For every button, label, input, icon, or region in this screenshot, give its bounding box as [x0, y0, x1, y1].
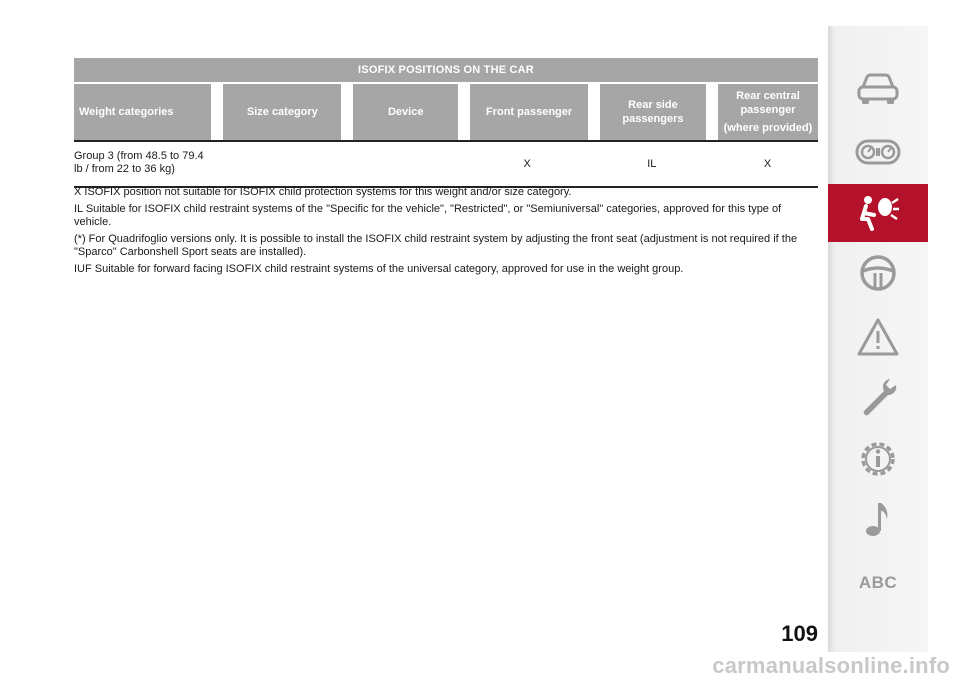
- gear-info-icon: [856, 437, 900, 481]
- car-icon: [855, 71, 901, 107]
- nav-item-technical-data[interactable]: [828, 430, 928, 488]
- table-banner: ISOFIX POSITIONS ON THE CAR: [74, 58, 818, 82]
- cell-rear-central: X: [763, 158, 772, 170]
- steering-wheel-icon: [858, 253, 898, 293]
- note-x: X ISOFIX position not suitable for ISOFIX child protection systems for this weight and/or size category.: [74, 186, 572, 198]
- safety-airbag-icon: [854, 193, 902, 233]
- header-device: Device: [353, 84, 458, 140]
- header-size-category: Size category: [223, 84, 341, 140]
- warning-icon: [856, 317, 900, 357]
- nav-item-emergency[interactable]: [828, 308, 928, 366]
- cell-rear-side: IL: [647, 158, 657, 170]
- music-note-icon: [863, 499, 893, 539]
- note-iuf: IUF Suitable for forward facing ISOFIX child restraint systems of the universal category, approved for use in the weight group.: [74, 263, 684, 275]
- nav-item-dashboard[interactable]: [828, 124, 928, 182]
- watermark: carmanualsonline.info: [712, 653, 950, 678]
- header-weight-categories: Weight categories: [74, 84, 211, 140]
- note-il: IL Suitable for ISOFIX child restraint systems of the "Specific for the vehicle", "Restricted", or "Semiuniversal" categories, approved for this type of vehicle.: [74, 203, 782, 228]
- wrench-icon: [856, 375, 900, 419]
- cell-weight-group: [74, 142, 207, 186]
- header-rear-central-line3: (where provided): [723, 122, 813, 134]
- header-rear-central-passenger: [718, 84, 818, 140]
- cell-front-passenger: X: [523, 158, 531, 170]
- abc-index-label: ABC: [858, 573, 898, 592]
- cell-weight-line1: Group 3 (from 48.5 to 79.4: [74, 150, 204, 162]
- page-number: 109: [781, 621, 818, 646]
- nav-item-index[interactable]: [828, 554, 928, 612]
- table-header-row: [74, 84, 818, 142]
- dashboard-icon: [855, 138, 901, 168]
- nav-item-starting-driving[interactable]: [828, 244, 928, 302]
- cell-size-category: [219, 142, 338, 186]
- nav-item-car[interactable]: [828, 60, 928, 118]
- nav-item-servicing[interactable]: [828, 368, 928, 426]
- table-notes: [74, 186, 818, 280]
- cell-device: [350, 142, 456, 186]
- isofix-table: [74, 58, 818, 188]
- header-rear-side-line1: Rear side: [628, 99, 678, 111]
- header-front-passenger: Front passenger: [470, 84, 588, 140]
- header-rear-side-line2: passengers: [622, 113, 684, 125]
- cell-weight-line2: lb / from 22 to 36 kg): [74, 163, 175, 175]
- nav-item-safety[interactable]: [828, 184, 928, 242]
- header-rear-central-line1: Rear central: [736, 90, 800, 102]
- header-rear-central-line2: passenger: [740, 104, 796, 116]
- note-quadrifoglio: (*) For Quadrifoglio versions only. It is possible to install the ISOFIX child restraint system by adjusting the front seat (adjustment is not required if the "Sparco" Carbonshell Sport seats are installed).: [74, 233, 798, 258]
- table-row: [74, 142, 818, 188]
- header-rear-side-passengers: [600, 84, 706, 140]
- nav-item-multimedia[interactable]: [828, 490, 928, 548]
